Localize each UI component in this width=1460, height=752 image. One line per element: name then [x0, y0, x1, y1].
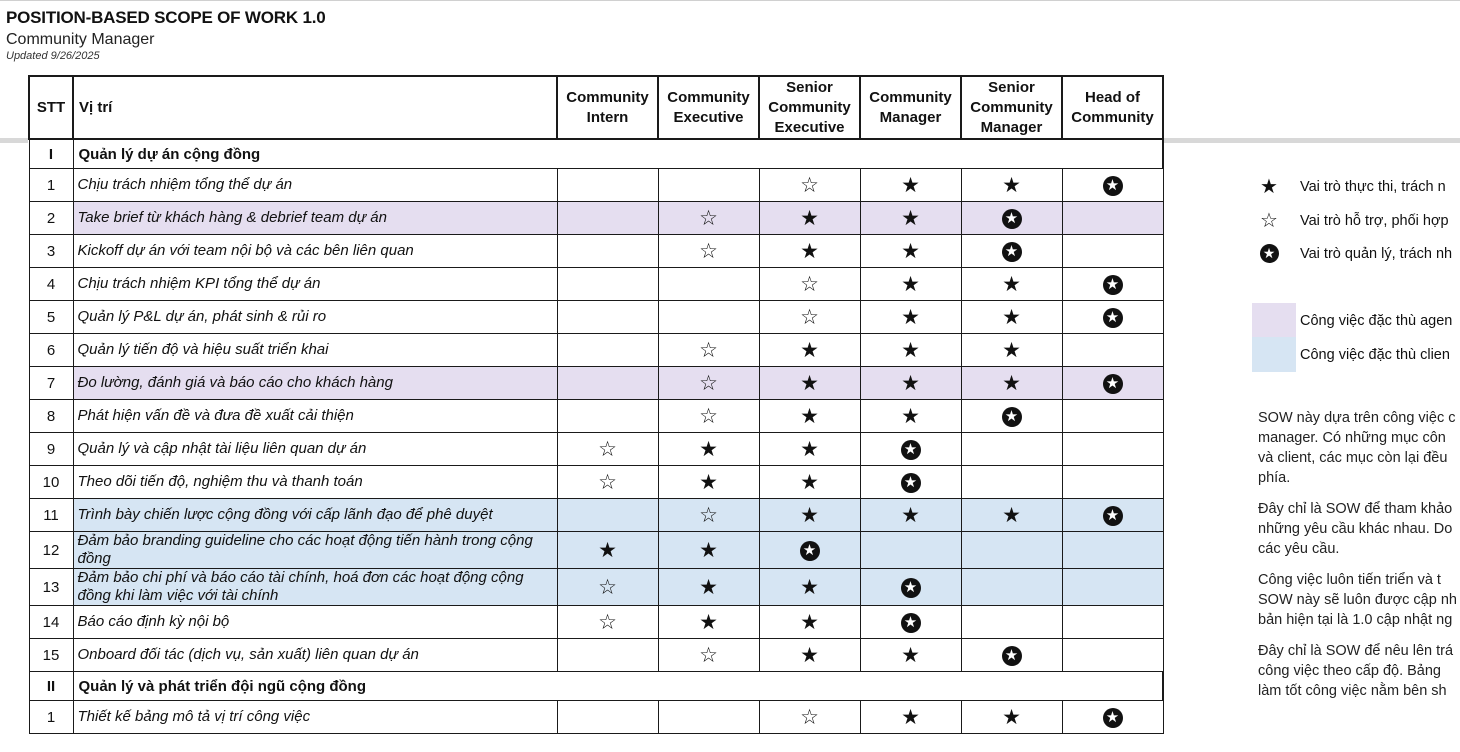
role-cell-executive[interactable] [658, 268, 759, 301]
role-cell-manager[interactable] [860, 433, 961, 466]
row-number[interactable]: 9 [29, 433, 73, 466]
document-header [6, 6, 325, 63]
filled-star-icon: ★ [800, 338, 819, 362]
filled-star-icon: ★ [699, 610, 718, 634]
filled-star-icon: ★ [1002, 305, 1021, 329]
task-name[interactable]: Chịu trách nhiệm KPI tổng thể dự án [73, 268, 557, 301]
legend-item-executor [1252, 174, 1446, 196]
table-row [29, 268, 1163, 301]
role-cell-manager[interactable] [860, 499, 961, 532]
row-number[interactable]: 1 [29, 169, 73, 202]
lead-star-icon: ★ [1103, 374, 1123, 394]
role-cell-manager[interactable] [860, 400, 961, 433]
filled-star-icon: ★ [699, 470, 718, 494]
legend-label: Vai trò thực thi, trách n [1300, 178, 1446, 195]
header-community-intern[interactable]: Community Intern [557, 76, 658, 139]
lead-star-icon: ★ [1252, 242, 1286, 265]
outline-star-icon: ☆ [699, 239, 718, 263]
legend-swatch-client [1252, 337, 1450, 372]
role-cell-senior-manager[interactable] [961, 466, 1062, 499]
role-cell-executive[interactable] [658, 235, 759, 268]
filled-star-icon: ★ [1002, 503, 1021, 527]
task-name[interactable]: Quản lý P&L dự án, phát sinh & rủi ro [73, 301, 557, 334]
task-name[interactable]: Đảm bảo branding guideline cho các hoạt động tiến hành trong cộng đồng [73, 532, 557, 569]
legend-item-lead [1252, 242, 1452, 264]
notes-panel [1258, 408, 1460, 712]
scope-of-work-table [28, 75, 1164, 734]
role-cell-manager[interactable] [860, 301, 961, 334]
role-cell-manager[interactable] [860, 235, 961, 268]
role-cell-intern[interactable] [557, 606, 658, 639]
role-cell-senior-manager[interactable] [961, 334, 1062, 367]
lead-star-icon: ★ [800, 541, 820, 561]
header-senior-community-manager[interactable]: Senior Community Manager [961, 76, 1062, 139]
role-cell-head[interactable] [1062, 466, 1163, 499]
role-cell-intern[interactable] [557, 235, 658, 268]
role-cell-senior-executive[interactable] [759, 639, 860, 672]
row-number[interactable]: 6 [29, 334, 73, 367]
row-number[interactable]: 13 [29, 569, 73, 606]
table-row [29, 433, 1163, 466]
filled-star-icon: ★ [1002, 371, 1021, 395]
lead-star-icon: ★ [1002, 242, 1022, 262]
updated-date: Updated 9/26/2025 [6, 50, 100, 62]
section-number[interactable]: II [29, 672, 73, 701]
role-cell-senior-manager[interactable] [961, 367, 1062, 400]
header-senior-community-executive[interactable]: Senior Community Executive [759, 76, 860, 139]
role-cell-executive[interactable] [658, 499, 759, 532]
task-name[interactable]: Quản lý và cập nhật tài liệu liên quan dự án [73, 433, 557, 466]
outline-star-icon: ☆ [800, 705, 819, 729]
legend-label: Vai trò quản lý, trách nh [1300, 245, 1453, 262]
lead-star-icon: ★ [1002, 646, 1022, 666]
filled-star-icon: ★ [1002, 705, 1021, 729]
lead-star-icon: ★ [1103, 708, 1123, 728]
document-title: POSITION-BASED SCOPE OF WORK 1.0 [6, 8, 326, 27]
outline-star-icon: ☆ [699, 206, 718, 230]
role-cell-senior-manager[interactable] [961, 639, 1062, 672]
role-cell-intern[interactable] [557, 433, 658, 466]
table-row [29, 367, 1163, 400]
role-cell-intern[interactable] [557, 367, 658, 400]
role-cell-senior-executive[interactable] [759, 268, 860, 301]
role-cell-manager[interactable] [860, 268, 961, 301]
row-number[interactable]: 12 [29, 532, 73, 569]
role-cell-senior-executive[interactable] [759, 532, 860, 569]
lead-star-icon: ★ [1103, 275, 1123, 295]
legend-swatch-agency [1252, 303, 1452, 338]
filled-star-icon: ★ [901, 206, 920, 230]
table-row [29, 701, 1163, 734]
role-cell-senior-manager[interactable] [961, 400, 1062, 433]
role-cell-head[interactable] [1062, 169, 1163, 202]
role-cell-senior-executive[interactable] [759, 701, 860, 734]
role-cell-intern[interactable] [557, 268, 658, 301]
table-row [29, 202, 1163, 235]
filled-star-icon: ★ [800, 503, 819, 527]
blue-swatch [1252, 337, 1296, 372]
lead-star-icon: ★ [1103, 176, 1123, 196]
section-row [29, 139, 1163, 169]
row-number[interactable]: 10 [29, 466, 73, 499]
role-cell-senior-executive[interactable] [759, 235, 860, 268]
role-cell-intern[interactable] [557, 400, 658, 433]
header-stt[interactable]: STT [29, 76, 73, 139]
filled-star-icon: ★ [901, 173, 920, 197]
filled-star-icon: ★ [800, 437, 819, 461]
task-name[interactable]: Thiết kế bảng mô tả vị trí công việc [73, 701, 557, 734]
lead-star-icon: ★ [901, 613, 921, 633]
filled-star-icon: ★ [699, 575, 718, 599]
task-name[interactable]: Trình bày chiến lược cộng đồng với cấp lãnh đạo để phê duyệt [73, 499, 557, 532]
outline-star-icon: ☆ [699, 371, 718, 395]
task-name[interactable]: Take brief từ khách hàng & debrief team dự án [73, 202, 557, 235]
lead-star-icon: ★ [1103, 506, 1123, 526]
role-cell-intern[interactable] [557, 466, 658, 499]
row-number[interactable]: 11 [29, 499, 73, 532]
filled-star-icon: ★ [901, 239, 920, 263]
role-cell-executive[interactable] [658, 532, 759, 569]
role-cell-head[interactable] [1062, 433, 1163, 466]
table-row [29, 639, 1163, 672]
role-cell-intern[interactable] [557, 301, 658, 334]
outline-star-icon: ☆ [598, 470, 617, 494]
role-cell-head[interactable] [1062, 334, 1163, 367]
role-cell-senior-executive[interactable] [759, 169, 860, 202]
role-cell-senior-manager[interactable] [961, 532, 1062, 569]
row-number[interactable]: 14 [29, 606, 73, 639]
role-cell-senior-manager[interactable] [961, 499, 1062, 532]
role-cell-executive[interactable] [658, 701, 759, 734]
role-cell-intern[interactable] [557, 639, 658, 672]
role-cell-head[interactable] [1062, 301, 1163, 334]
filled-star-icon: ★ [901, 305, 920, 329]
filled-star-icon: ★ [800, 206, 819, 230]
row-number[interactable]: 7 [29, 367, 73, 400]
row-number[interactable]: 2 [29, 202, 73, 235]
role-cell-senior-manager[interactable] [961, 169, 1062, 202]
lead-star-icon: ★ [901, 440, 921, 460]
role-cell-executive[interactable] [658, 569, 759, 606]
filled-star-icon: ★ [1002, 338, 1021, 362]
section-row [29, 672, 1163, 701]
outline-star-icon: ☆ [1260, 210, 1278, 232]
table-row [29, 606, 1163, 639]
role-cell-senior-manager[interactable] [961, 268, 1062, 301]
filled-star-icon: ★ [800, 575, 819, 599]
role-cell-executive[interactable] [658, 301, 759, 334]
filled-star-icon: ★ [699, 437, 718, 461]
role-cell-head[interactable] [1062, 639, 1163, 672]
table-header-row [29, 76, 1163, 139]
filled-star-icon: ★ [901, 272, 920, 296]
role-cell-intern[interactable] [557, 532, 658, 569]
role-cell-head[interactable] [1062, 569, 1163, 606]
role-cell-senior-executive[interactable] [759, 466, 860, 499]
outline-star-icon: ☆ [699, 503, 718, 527]
role-cell-senior-executive[interactable] [759, 400, 860, 433]
header-position[interactable]: Vị trí [73, 76, 557, 139]
filled-star-icon: ★ [800, 643, 819, 667]
filled-star-icon: ★ [901, 503, 920, 527]
role-cell-executive[interactable] [658, 400, 759, 433]
section-title[interactable]: Quản lý dự án cộng đồng [73, 139, 1163, 169]
outline-star-icon: ☆ [699, 643, 718, 667]
table-row [29, 466, 1163, 499]
role-cell-senior-executive[interactable] [759, 202, 860, 235]
header-community-manager[interactable]: Community Manager [860, 76, 961, 139]
role-cell-senior-executive[interactable] [759, 606, 860, 639]
role-cell-senior-executive[interactable] [759, 569, 860, 606]
role-cell-executive[interactable] [658, 169, 759, 202]
role-cell-head[interactable] [1062, 235, 1163, 268]
table-row [29, 235, 1163, 268]
role-cell-senior-executive[interactable] [759, 367, 860, 400]
role-cell-senior-manager[interactable] [961, 569, 1062, 606]
filled-star-icon: ★ [800, 470, 819, 494]
table-row [29, 169, 1163, 202]
note-paragraph: Đây chỉ là SOW để nêu lên trá công việc theo cấp độ. Bảng làm tốt công việc nằm bên sh [1258, 643, 1454, 699]
role-cell-senior-executive[interactable] [759, 301, 860, 334]
outline-star-icon: ☆ [800, 305, 819, 329]
filled-star-icon: ★ [800, 239, 819, 263]
task-name[interactable]: Phát hiện vấn đề và đưa đề xuất cải thiện [73, 400, 557, 433]
note-paragraph: Công việc luôn tiến triển và t SOW này sẽ luôn được cập nh bản hiện tại là 1.0 cập nhật ng [1258, 572, 1457, 628]
legend-label: Công việc đặc thù clien [1300, 346, 1450, 363]
table-row [29, 569, 1163, 606]
row-number[interactable]: 5 [29, 301, 73, 334]
role-cell-senior-manager[interactable] [961, 701, 1062, 734]
outline-star-icon: ☆ [598, 575, 617, 599]
role-cell-intern[interactable] [557, 701, 658, 734]
task-name[interactable]: Kickoff dự án với team nội bộ và các bên liên quan [73, 235, 557, 268]
lead-star-icon: ★ [1002, 209, 1022, 229]
section-title[interactable]: Quản lý và phát triển đội ngũ cộng đồng [73, 672, 1163, 701]
role-cell-head[interactable] [1062, 606, 1163, 639]
table-row [29, 499, 1163, 532]
role-cell-manager[interactable] [860, 367, 961, 400]
table-body [29, 139, 1163, 734]
lead-star-icon: ★ [1103, 308, 1123, 328]
role-cell-intern[interactable] [557, 499, 658, 532]
top-border [0, 0, 1460, 1]
role-cell-manager[interactable] [860, 569, 961, 606]
role-cell-head[interactable] [1062, 532, 1163, 569]
outline-star-icon: ☆ [699, 404, 718, 428]
row-number[interactable]: 4 [29, 268, 73, 301]
outline-star-icon: ☆ [800, 173, 819, 197]
filled-star-icon: ★ [901, 643, 920, 667]
role-cell-manager[interactable] [860, 606, 961, 639]
outline-star-icon: ☆ [800, 272, 819, 296]
role-cell-executive[interactable] [658, 334, 759, 367]
role-cell-intern[interactable] [557, 334, 658, 367]
role-cell-executive[interactable] [658, 466, 759, 499]
filled-star-icon: ★ [901, 371, 920, 395]
task-name[interactable]: Theo dõi tiến độ, nghiệm thu và thanh toán [73, 466, 557, 499]
role-cell-manager[interactable] [860, 169, 961, 202]
lead-star-icon: ★ [1002, 407, 1022, 427]
row-number[interactable]: 3 [29, 235, 73, 268]
filled-star-icon: ★ [598, 538, 617, 562]
role-cell-manager[interactable] [860, 701, 961, 734]
task-name[interactable]: Onboard đối tác (dịch vụ, sản xuất) liên quan dự án [73, 639, 557, 672]
role-cell-intern[interactable] [557, 202, 658, 235]
role-cell-executive[interactable] [658, 433, 759, 466]
role-cell-executive[interactable] [658, 202, 759, 235]
section-number[interactable]: I [29, 139, 73, 169]
header-community-executive[interactable]: Community Executive [658, 76, 759, 139]
role-cell-head[interactable] [1062, 701, 1163, 734]
role-cell-senior-executive[interactable] [759, 334, 860, 367]
document-subtitle: Community Manager [6, 31, 155, 48]
role-cell-intern[interactable] [557, 169, 658, 202]
table-row [29, 301, 1163, 334]
task-name[interactable]: Đo lường, đánh giá và báo cáo cho khách hàng [73, 367, 557, 400]
role-cell-head[interactable] [1062, 202, 1163, 235]
filled-star-icon: ★ [1002, 173, 1021, 197]
role-cell-manager[interactable] [860, 466, 961, 499]
legend-label: Công việc đặc thù agen [1300, 312, 1453, 329]
role-cell-head[interactable] [1062, 499, 1163, 532]
filled-star-icon: ★ [1260, 176, 1278, 198]
role-cell-senior-executive[interactable] [759, 499, 860, 532]
role-cell-manager[interactable] [860, 202, 961, 235]
task-name[interactable]: Chịu trách nhiệm tổng thể dự án [73, 169, 557, 202]
role-cell-manager[interactable] [860, 334, 961, 367]
filled-star-icon: ★ [901, 705, 920, 729]
table-row [29, 532, 1163, 569]
row-number[interactable]: 8 [29, 400, 73, 433]
row-number[interactable]: 15 [29, 639, 73, 672]
role-cell-senior-executive[interactable] [759, 433, 860, 466]
role-cell-manager[interactable] [860, 639, 961, 672]
task-name[interactable]: Đảm bảo chi phí và báo cáo tài chính, hoá đơn các hoạt động cộng đồng khi làm việc với tài chính [73, 569, 557, 606]
filled-star-icon: ★ [800, 371, 819, 395]
lead-star-icon: ★ [901, 473, 921, 493]
outline-star-icon: ☆ [598, 610, 617, 634]
role-cell-manager[interactable] [860, 532, 961, 569]
filled-star-icon: ★ [901, 404, 920, 428]
role-cell-senior-manager[interactable] [961, 433, 1062, 466]
role-cell-intern[interactable] [557, 569, 658, 606]
role-cell-head[interactable] [1062, 367, 1163, 400]
task-name[interactable]: Báo cáo định kỳ nội bộ [73, 606, 557, 639]
outline-star-icon: ☆ [598, 437, 617, 461]
role-cell-executive[interactable] [658, 367, 759, 400]
role-cell-executive[interactable] [658, 639, 759, 672]
role-cell-senior-manager[interactable] [961, 235, 1062, 268]
legend-item-support [1252, 208, 1449, 230]
role-cell-senior-manager[interactable] [961, 301, 1062, 334]
lead-star-icon: ★ [901, 578, 921, 598]
filled-star-icon: ★ [901, 338, 920, 362]
note-paragraph: Đây chỉ là SOW để tham khảo những yêu cầu khác nhau. Do các yêu cầu. [1258, 501, 1453, 557]
table-row [29, 334, 1163, 367]
role-cell-senior-manager[interactable] [961, 202, 1062, 235]
row-number[interactable]: 1 [29, 701, 73, 734]
filled-star-icon: ★ [800, 610, 819, 634]
role-cell-head[interactable] [1062, 400, 1163, 433]
role-cell-executive[interactable] [658, 606, 759, 639]
header-head-of-community[interactable]: Head of Community [1062, 76, 1163, 139]
task-name[interactable]: Quản lý tiến độ và hiệu suất triển khai [73, 334, 557, 367]
filled-star-icon: ★ [699, 538, 718, 562]
legend-label: Vai trò hỗ trợ, phối hợp [1300, 212, 1449, 229]
role-cell-head[interactable] [1062, 268, 1163, 301]
role-cell-senior-manager[interactable] [961, 606, 1062, 639]
purple-swatch [1252, 303, 1296, 338]
note-paragraph: SOW này dựa trên công việc c manager. Có những mục côn và client, các mục còn lại đều phía. [1258, 410, 1456, 486]
table-row [29, 400, 1163, 433]
outline-star-icon: ☆ [699, 338, 718, 362]
filled-star-icon: ★ [800, 404, 819, 428]
filled-star-icon: ★ [1002, 272, 1021, 296]
